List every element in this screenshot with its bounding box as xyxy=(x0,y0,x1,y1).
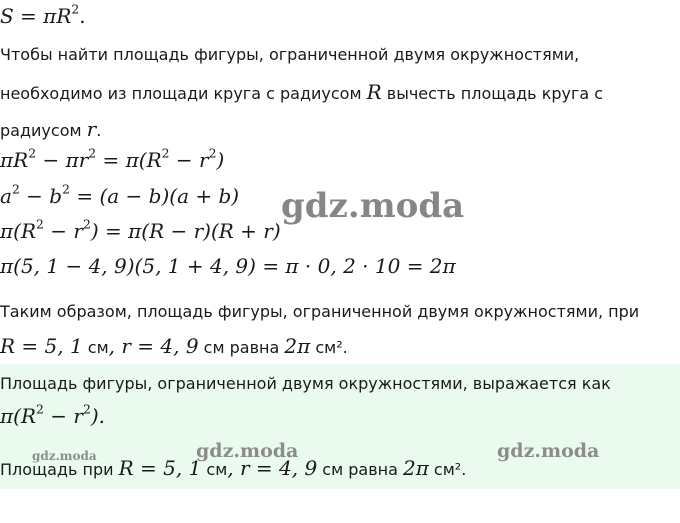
answer-line xyxy=(0,456,466,480)
watermark-text: gdz.moda xyxy=(497,440,600,462)
exponent: 2 xyxy=(82,216,91,232)
watermark xyxy=(497,440,599,462)
eq-part: = (a − b)(a + b) xyxy=(70,184,240,208)
text: Таким образом, площадь фигуры, ограниченной двумя окружностями, при xyxy=(0,302,640,321)
eq-part: πR xyxy=(0,148,29,172)
watermark-text: gdz.moda xyxy=(32,449,97,463)
eq-part: π(R xyxy=(0,219,37,243)
unit: см². xyxy=(310,338,348,357)
unit: см равна xyxy=(198,338,285,357)
text: радиусом xyxy=(0,121,87,140)
text: Чтобы найти площадь фигуры, ограниченной двумя окружностями, xyxy=(0,45,580,64)
eq-part: ). xyxy=(90,404,106,428)
var-R: R xyxy=(366,80,382,104)
watermark-text: gdz.moda xyxy=(281,186,465,226)
watermark-text: gdz.moda xyxy=(196,440,299,462)
equation-4 xyxy=(0,254,456,278)
eq-part: π(5, 1 − 4, 9)(5, 1 + 4, 9) = π · 0, 2 · 10 = 2π xyxy=(0,254,456,278)
equation-1 xyxy=(0,145,225,172)
exponent: 2 xyxy=(11,181,20,197)
exponent: 2 xyxy=(71,1,80,17)
equation-3 xyxy=(0,216,281,243)
text: Площадь фигуры, ограниченной двумя окружностями, выражается как xyxy=(0,374,611,393)
math: , r = 4, 9 xyxy=(227,456,318,480)
exponent: 2 xyxy=(161,145,170,161)
answer-line xyxy=(0,374,611,393)
formula-circle-area xyxy=(0,1,86,28)
unit: см равна xyxy=(317,460,403,479)
eq-part: ) = π(R − r)(R + r) xyxy=(90,219,281,243)
formula-text: S = πR xyxy=(0,4,72,28)
paragraph-line xyxy=(0,302,639,321)
unit: см xyxy=(82,338,109,357)
exponent: 2 xyxy=(36,216,44,232)
math: R = 5, 1 xyxy=(118,456,202,480)
eq-part: π(R xyxy=(0,404,37,428)
eq-part: − r xyxy=(43,404,83,428)
math: , r = 4, 9 xyxy=(108,334,199,358)
text: вычесть площадь круга с xyxy=(381,84,604,103)
eq-part: − b xyxy=(19,184,63,208)
eq-part: a xyxy=(0,184,12,208)
paragraph-line xyxy=(0,117,101,141)
math: R = 5, 1 xyxy=(0,334,83,358)
exponent: 2 xyxy=(28,145,37,161)
text: . xyxy=(96,121,102,140)
eq-part: − r xyxy=(43,219,83,243)
exponent: 2 xyxy=(62,181,70,197)
eq-part: − πr xyxy=(36,148,89,172)
var-r: r xyxy=(86,117,97,141)
exponent: 2 xyxy=(88,145,97,161)
punct: . xyxy=(79,4,86,28)
exponent: 2 xyxy=(36,401,44,417)
eq-part: − r xyxy=(169,148,209,172)
eq-part: = π(R xyxy=(96,148,162,172)
eq-part: ) xyxy=(216,148,225,172)
paragraph-line xyxy=(0,334,348,358)
text: необходимо из площади круга с радиусом xyxy=(0,84,367,103)
equation-2 xyxy=(0,181,240,208)
paragraph-line xyxy=(0,80,603,104)
paragraph-line xyxy=(0,45,579,64)
unit: см xyxy=(201,460,228,479)
math: 2π xyxy=(284,334,311,358)
watermark xyxy=(281,186,464,226)
unit: см². xyxy=(428,460,467,479)
text: Площадь при xyxy=(0,460,119,479)
math: 2π xyxy=(402,456,429,480)
answer-formula xyxy=(0,401,106,428)
exponent: 2 xyxy=(208,145,217,161)
exponent: 2 xyxy=(82,401,91,417)
